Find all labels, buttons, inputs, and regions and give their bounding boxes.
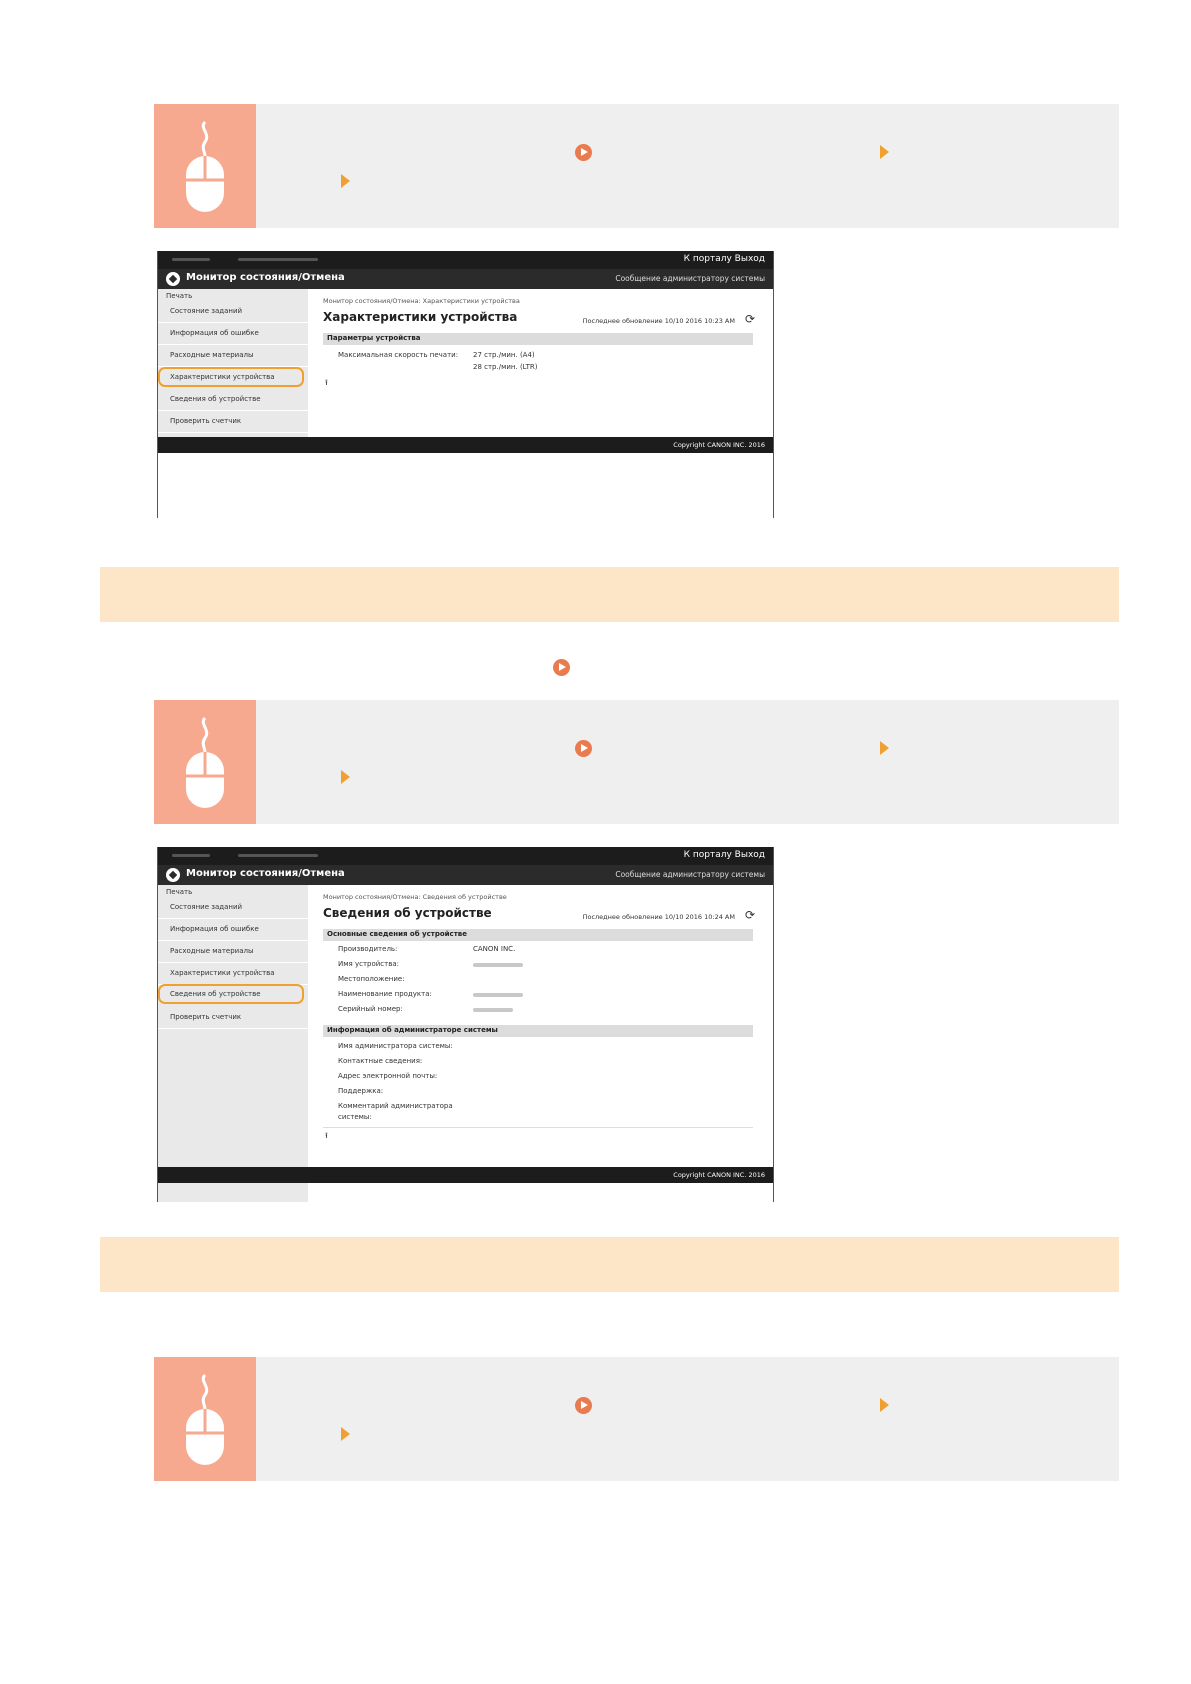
blurred-device-name (473, 963, 523, 967)
section-heading-bar (100, 1237, 1119, 1292)
sidebar-item-check-counter[interactable]: Проверить счетчик (158, 411, 308, 433)
email-label: Адрес электронной почты: (338, 1072, 438, 1080)
link-arrow-icon[interactable] (575, 1397, 592, 1414)
blurred-serial-number (473, 1008, 513, 1012)
step-arrow-icon (341, 174, 350, 188)
sidebar-item-error-info[interactable]: Информация об ошибке (158, 323, 308, 345)
step-arrow-icon (341, 770, 350, 784)
panel-heading-basic: Основные сведения об устройстве (323, 929, 753, 941)
last-updated: Последнее обновление 10/10 2016 10:24 AM (582, 913, 735, 921)
top-bar (158, 847, 773, 865)
last-updated: Последнее обновление 10/10 2016 10:23 AM (582, 317, 735, 325)
page-title: Сведения об устройстве (323, 906, 492, 920)
sidebar-item-error-info[interactable]: Информация об ошибке (158, 919, 308, 941)
step-arrow-icon (341, 1427, 350, 1441)
sidebar-heading: Печать (166, 888, 193, 896)
panel-heading: Параметры устройства (323, 333, 753, 345)
admin-comment-label-line1: Комментарий администратора (338, 1102, 453, 1110)
monitor-logo-icon (166, 868, 180, 882)
footer: Copyright CANON INC. 2016 (158, 1167, 773, 1183)
speed-ltr-value: 28 стр./мин. (LTR) (473, 363, 538, 371)
speed-a4-value: 27 стр./мин. (A4) (473, 351, 535, 359)
mouse-icon (154, 700, 256, 824)
footer: Copyright CANON INC. 2016 (158, 437, 773, 453)
title-bar (158, 269, 773, 289)
title-bar (158, 865, 773, 885)
sidebar-item-job-status[interactable]: Состояние заданий (158, 301, 308, 323)
sidebar-item-device-info[interactable]: Сведения об устройстве (158, 984, 304, 1004)
sidebar-item-device-features[interactable]: Характеристики устройства (158, 963, 308, 985)
blurred-text (172, 258, 210, 261)
sidebar-item-check-counter[interactable]: Проверить счетчик (158, 1007, 308, 1029)
sidebar-item-device-features[interactable]: Характеристики устройства (158, 367, 304, 387)
admin-name-label: Имя администратора системы: (338, 1042, 453, 1050)
portal-logout-links[interactable]: К порталу Выход (683, 254, 765, 264)
blurred-text (238, 854, 318, 857)
sidebar-item-consumables[interactable]: Расходные материалы (158, 345, 308, 367)
operation-box-1 (154, 104, 1119, 228)
mouse-icon (154, 104, 256, 228)
step-arrow-icon (880, 1398, 889, 1412)
back-to-top-icon[interactable]: ⭱ (325, 378, 328, 387)
app-title: Монитор состояния/Отмена (186, 272, 345, 283)
app-title: Монитор состояния/Отмена (186, 868, 345, 879)
page-title: Характеристики устройства (323, 310, 518, 324)
back-to-top-icon[interactable]: ⭱ (325, 1131, 328, 1140)
link-arrow-icon[interactable] (575, 740, 592, 757)
top-bar (158, 251, 773, 269)
mouse-icon (154, 1357, 256, 1481)
monitor-logo-icon (166, 272, 180, 286)
refresh-icon[interactable]: ⟳ (744, 908, 755, 922)
max-speed-label: Максимальная скорость печати: (338, 351, 459, 359)
device-info-screenshot (157, 847, 774, 1202)
breadcrumb: Монитор состояния/Отмена: Характеристики устройства (323, 297, 520, 305)
device-features-screenshot (157, 251, 774, 518)
divider (323, 1127, 753, 1128)
step-arrow-icon (880, 145, 889, 159)
operation-box-3 (154, 1357, 1119, 1481)
admin-comment-label-line2: системы: (338, 1113, 372, 1121)
link-arrow-icon[interactable] (575, 144, 592, 161)
sidebar-item-job-status[interactable]: Состояние заданий (158, 897, 308, 919)
support-label: Поддержка: (338, 1087, 384, 1095)
blurred-product-name (473, 993, 523, 997)
sidebar-heading: Печать (166, 292, 193, 300)
admin-message-link[interactable]: Сообщение администратору системы (615, 870, 765, 879)
location-label: Местоположение: (338, 975, 405, 983)
panel-heading-admin: Информация об администраторе системы (323, 1025, 753, 1037)
step-arrow-icon (880, 741, 889, 755)
admin-message-link[interactable]: Сообщение администратору системы (615, 274, 765, 283)
section-heading-bar (100, 567, 1119, 622)
breadcrumb: Монитор состояния/Отмена: Сведения об устройстве (323, 893, 507, 901)
operation-box-2 (154, 700, 1119, 824)
refresh-icon[interactable]: ⟳ (744, 312, 755, 326)
portal-logout-links[interactable]: К порталу Выход (683, 850, 765, 860)
sidebar (158, 885, 308, 1202)
product-name-label: Наименование продукта: (338, 990, 432, 998)
contact-label: Контактные сведения: (338, 1057, 423, 1065)
sidebar (158, 289, 308, 439)
blurred-text (238, 258, 318, 261)
device-name-label: Имя устройства: (338, 960, 399, 968)
link-arrow-icon[interactable] (553, 659, 570, 676)
manufacturer-value: CANON INC. (473, 945, 516, 953)
sidebar-item-consumables[interactable]: Расходные материалы (158, 941, 308, 963)
manufacturer-label: Производитель: (338, 945, 398, 953)
sidebar-item-device-info[interactable]: Сведения об устройстве (158, 389, 308, 411)
blurred-text (172, 854, 210, 857)
serial-number-label: Серийный номер: (338, 1005, 403, 1013)
